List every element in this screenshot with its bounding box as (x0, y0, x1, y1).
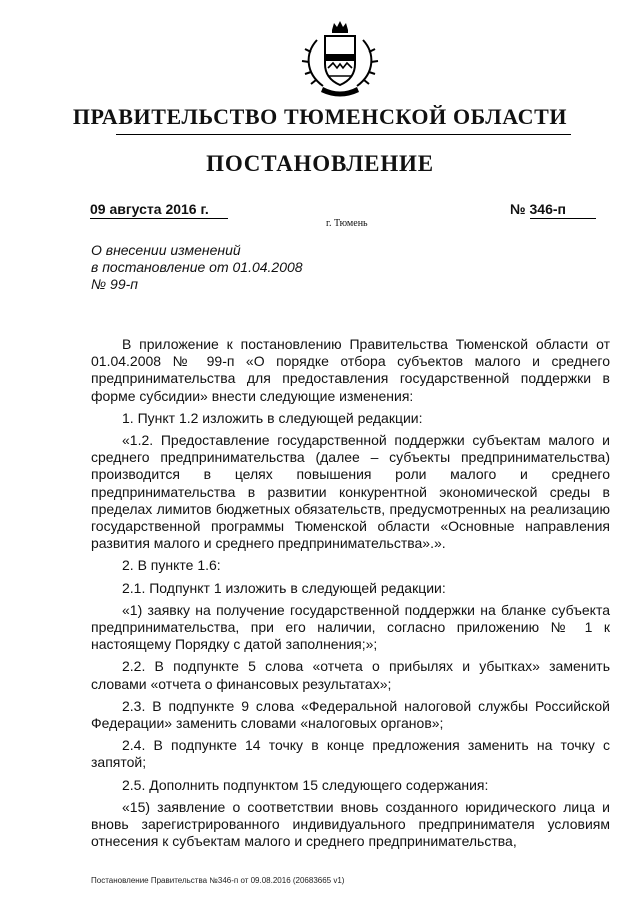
body-paragraph: 1. Пункт 1.2 изложить в следующей редакции: (122, 409, 423, 426)
body-paragraph: 2. В пункте 1.6: (122, 557, 221, 574)
body-paragraph: 2.4. В подпункте 14 точку в конце предложения заменить на точку с запятой; (91, 737, 610, 771)
body-paragraph: 2.3. В подпункте 9 слова «Федеральной налоговой службы Российской Федерации» заменить словами «налоговых органов»; (91, 697, 610, 732)
header-divider (116, 134, 571, 135)
body-paragraph: 2.5. Дополнить подпунктом 15 следующего содержания: (122, 776, 489, 793)
body-paragraph: 2.1. Подпункт 1 изложить в следующей редакции: (122, 579, 446, 596)
tyumen-coat-of-arms-icon (295, 18, 385, 98)
decree-body (91, 336, 610, 855)
city-name: г. Тюмень (326, 218, 368, 229)
decree-number: № 346-п (510, 201, 566, 217)
document-footer: Постановление Правительства №346-п от 09.08.2016 (20683665 v1) (91, 876, 345, 885)
body-paragraph: 2.2. В подпункте 5 слова «отчета о прибылях и убытках» заменить словами «отчета о финансовых результатах»; (91, 658, 610, 692)
body-paragraph: «1) заявку на получение государственной поддержки на бланке субъекта предпринимательства, при его наличии, согласно приложению № 1 к настоящему Порядку с датой заполнения;»; (91, 601, 610, 653)
body-paragraph: В приложение к постановлению Правительства Тюменской области от 01.04.2008 № 99-п «О порядке отбора субъектов малого и среднего предпринимательства для предоставления государственной поддержки в форме субсидии» внести следующие изменения: (91, 336, 610, 404)
decree-subject (91, 242, 303, 293)
subject-line: № 99-п (91, 276, 138, 292)
subject-line: О внесении изменений (91, 242, 241, 258)
subject-line: в постановление от 01.04.2008 (91, 259, 303, 275)
body-paragraph: «15) заявление о соответствии вновь созданного юридического лица и вновь зарегистрированного индивидуального предпринимателя условиям отнесения к субъектам малого и среднего предпринимательства, (91, 798, 610, 850)
government-name: ПРАВИТЕЛЬСТВО ТЮМЕНСКОЙ ОБЛАСТИ (72, 104, 568, 129)
decree-date: 09 августа 2016 г. (90, 201, 209, 217)
date-underline (90, 218, 228, 219)
body-paragraph: «1.2. Предоставление государственной поддержки субъектам малого и среднего предпринимательства (далее – субъекты предпринимательства) производится в целях повышения роли малого и среднего предпринимательства в развитии конкурентной экономической среды в пределах лимитов бюджетных обязательств, предусмотренных на реализацию государственной программы Тюменской области «Основные направления развития малого и среднего предпринимательства».». (91, 432, 610, 552)
document-type: ПОСТАНОВЛЕНИЕ (206, 151, 434, 176)
number-underline (530, 218, 596, 219)
